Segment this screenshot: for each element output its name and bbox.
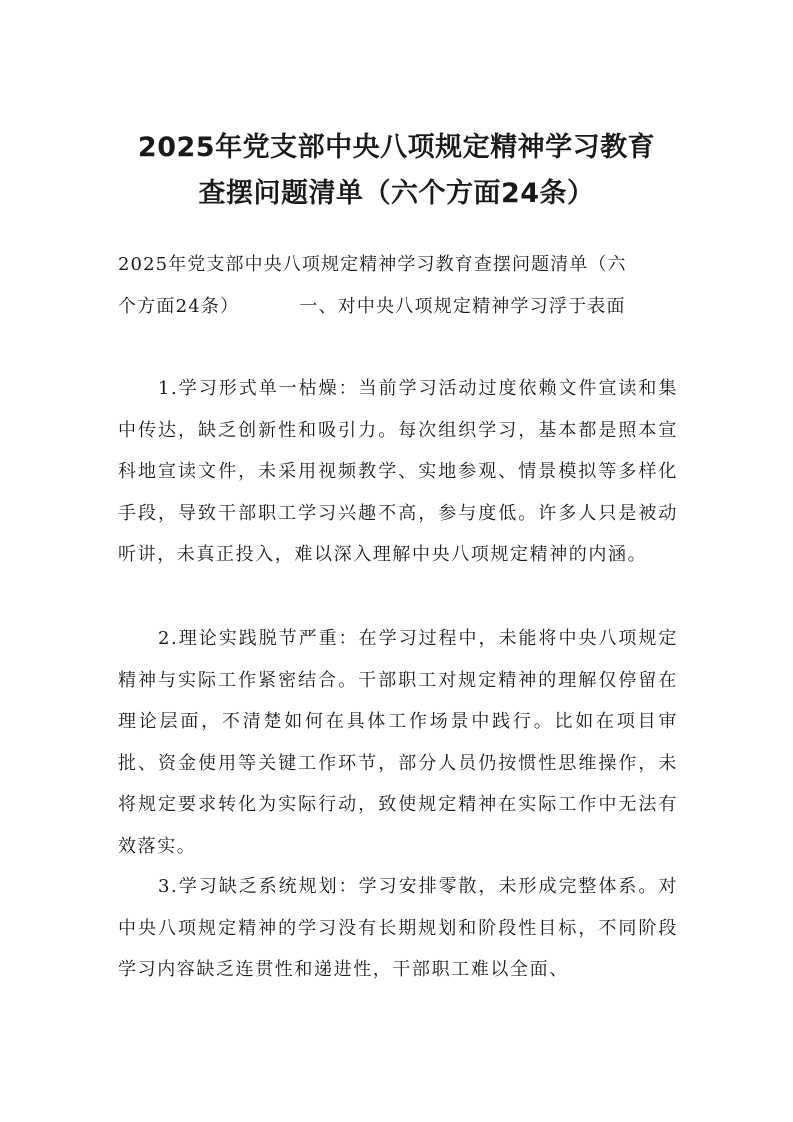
lead-line2 xyxy=(118,286,678,328)
lead-line1: 2025年党支部中央八项规定精神学习教育查摆问题清单（六 xyxy=(118,254,627,275)
document-title-line1: 2025年党支部中央八项规定精神学习教育 xyxy=(137,132,656,163)
document-title-line2: 查摆问题清单（六个方面24条） xyxy=(198,178,595,209)
lead-line2-part-a: 个方面24条） xyxy=(118,295,240,317)
section-heading-1: 一、对中央八项规定精神学习浮于表面 xyxy=(299,295,626,317)
paragraph-item-2: 2.理论实践脱节严重：在学习过程中，未能将中央八项规定精神与实际工作紧密结合。干部职工对规定精神的理解仅停留在理论层面，不清楚如何在具体工作场景中践行。比如在项目审批、资金使用等关键工作环节，部分人员仍按惯性思维操作，未将规定要求转化为实际行动，致使规定精神在实际工作中无法有效落实。 xyxy=(118,628,678,857)
paragraph-item-3: 3.学习缺乏系统规划：学习安排零散，未形成完整体系。对中央八项规定精神的学习没有长期规划和阶段性目标，不同阶段学习内容缺乏连贯性和递进性，干部职工难以全面、 xyxy=(118,876,678,980)
lead-paragraph xyxy=(118,244,678,327)
paragraph-item-1: 1.学习形式单一枯燥：当前学习活动过度依赖文件宣读和集中传达，缺乏创新性和吸引力。每次组织学习，基本都是照本宣科地宣读文件，未采用视频教学、实地参观、情景模拟等多样化手段，导致干部职工学习兴趣不高，参与度低。许多人只是被动听讲，未真正投入，难以深入理解中央八项规定精神的内涵。 xyxy=(118,378,678,565)
